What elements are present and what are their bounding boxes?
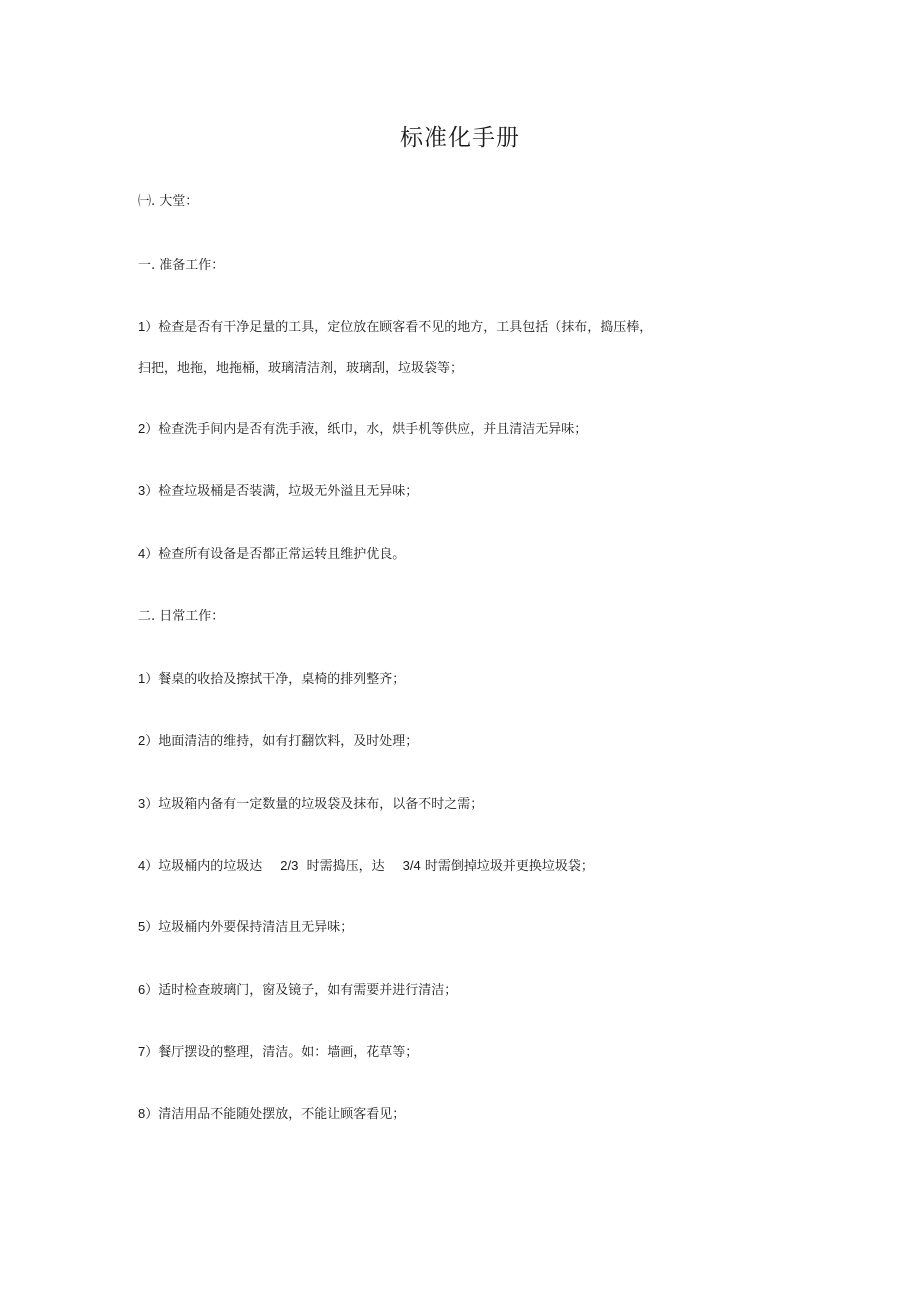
item-text-a: 垃圾桶内的垃圾达 xyxy=(158,859,263,874)
part1-item-4 xyxy=(138,545,405,564)
item-number: 1） xyxy=(138,671,159,686)
fraction-three-quarters: 3/4 xyxy=(402,858,421,873)
fraction-two-thirds: 2/3 xyxy=(280,858,299,873)
item-text-b: 时需捣压，达 xyxy=(306,859,385,874)
item-number: 8） xyxy=(138,1106,159,1121)
item-text: 检查是否有干净足量的工具，定位放在顾客看不见的地方，工具包括（抹布，捣压棒， xyxy=(158,320,653,335)
item-number: 3） xyxy=(138,483,159,498)
item-text-c: 时需倒掉垃圾并更换垃圾袋； xyxy=(424,859,594,874)
document-title: 标准化手册 xyxy=(400,125,520,151)
item-number: 6） xyxy=(138,982,159,997)
part2-item-2 xyxy=(138,732,418,751)
item-text: 地面清洁的维持，如有打翻饮料，及时处理； xyxy=(158,734,419,749)
section-heading: ㈠. 大堂： xyxy=(138,194,199,209)
part1-item-2 xyxy=(138,420,587,439)
item-text: 清洁用品不能随处摆放，不能让顾客看见； xyxy=(158,1107,406,1122)
item-text: 垃圾箱内备有一定数量的垃圾袋及抹布，以备不时之需； xyxy=(158,797,484,812)
part1-item-3 xyxy=(138,482,418,501)
item-text: 检查所有设备是否都正常运转且维护优良。 xyxy=(158,547,406,562)
part2-item-8 xyxy=(138,1105,405,1124)
part2-item-1 xyxy=(138,670,405,689)
item-text: 餐厅摆设的整理，清洁。如：墙画，花草等； xyxy=(158,1045,419,1060)
part2-item-6 xyxy=(138,981,457,1000)
item-number: 2） xyxy=(138,421,159,436)
item-number: 1） xyxy=(138,319,159,334)
part1-item-1-continuation: 扫把，地拖，地拖桶，玻璃清洁剂，玻璃刮，垃圾袋等； xyxy=(138,361,464,376)
part2-item-5 xyxy=(138,918,353,937)
item-number: 7） xyxy=(138,1044,159,1059)
part1-item-1 xyxy=(138,318,652,337)
item-number: 2） xyxy=(138,733,159,748)
item-text: 垃圾桶内外要保持清洁且无异味； xyxy=(158,920,354,935)
item-text: 检查垃圾桶是否装满，垃圾无外溢且无异味； xyxy=(158,484,419,499)
item-text: 检查洗手间内是否有洗手液，纸巾，水，烘手机等供应，并且清洁无异味； xyxy=(158,422,588,437)
item-number: 3） xyxy=(138,796,159,811)
item-number: 5） xyxy=(138,919,159,934)
item-number: 4） xyxy=(138,546,159,561)
part2-item-3 xyxy=(138,795,483,814)
item-number: 4） xyxy=(138,858,159,873)
part1-heading: 一. 准备工作： xyxy=(138,258,225,273)
part2-heading: 二. 日常工作： xyxy=(138,609,225,624)
part2-item-7 xyxy=(138,1043,418,1062)
part2-item-4 xyxy=(138,857,594,876)
item-text: 餐桌的收拾及擦拭干净，桌椅的排列整齐； xyxy=(158,672,406,687)
item-text: 适时检查玻璃门，窗及镜子，如有需要并进行清洁； xyxy=(158,983,458,998)
